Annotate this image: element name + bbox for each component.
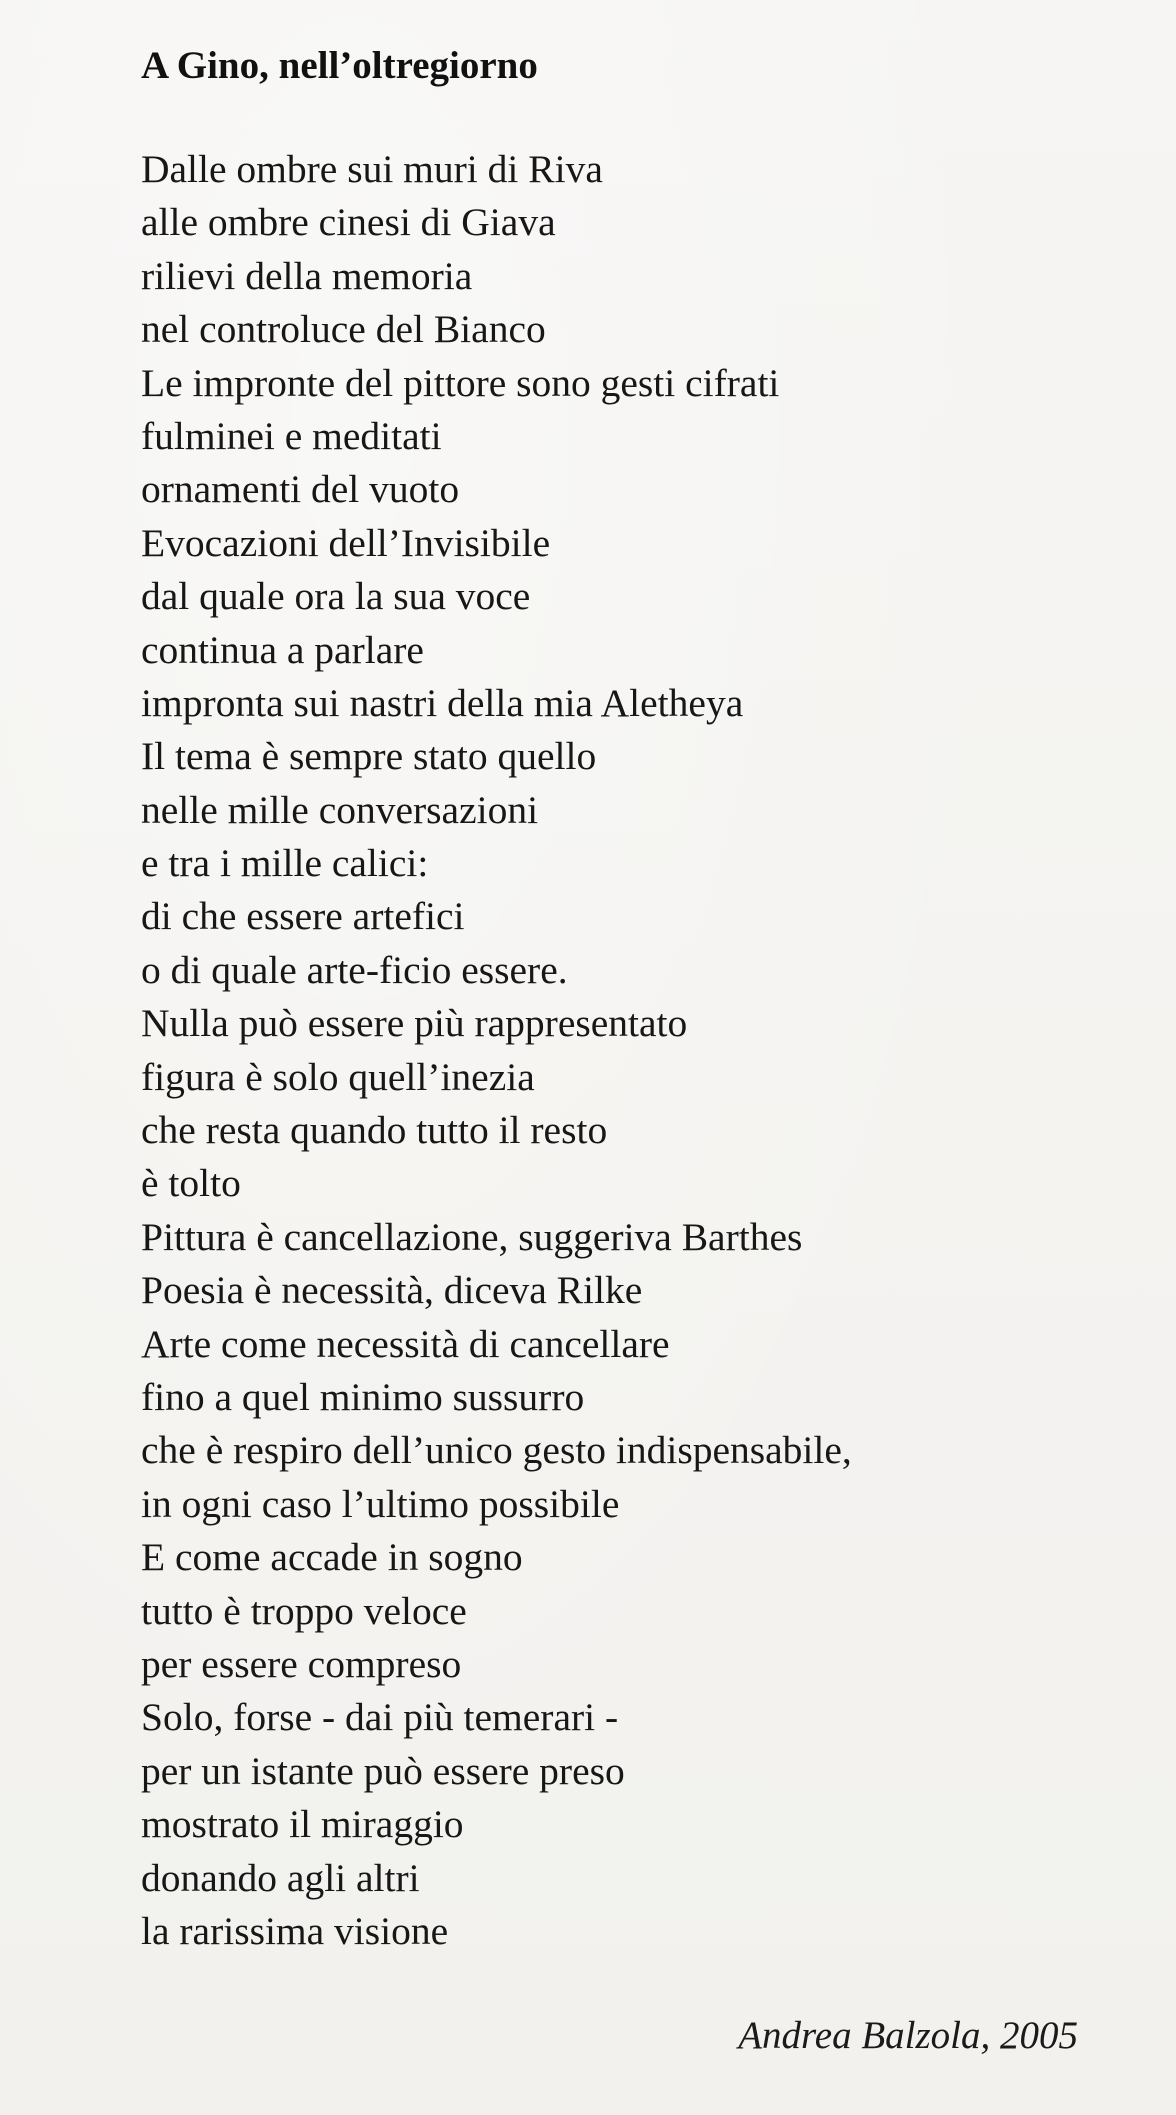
poem-line: o di quale arte-ficio essere. bbox=[141, 947, 568, 992]
poem-line: dal quale ora la sua voce bbox=[141, 574, 531, 619]
poem-line: e tra i mille calici: bbox=[141, 841, 429, 886]
poem-line: Le impronte del pittore sono gesti cifrati bbox=[141, 360, 780, 405]
poem-line: ornamenti del vuoto bbox=[141, 467, 460, 512]
poem-line: Dalle ombre sui muri di Riva bbox=[141, 147, 603, 191]
poem-line: Poesia è necessità, diceva Rilke bbox=[141, 1268, 643, 1313]
poem-line: per essere compreso bbox=[141, 1641, 462, 1686]
poem-line: Arte come necessità di cancellare bbox=[141, 1321, 670, 1366]
poem-line: di che essere artefici bbox=[141, 894, 465, 939]
poem-line: nel controluce del Bianco bbox=[141, 307, 546, 352]
poem-line: che è respiro dell’unico gesto indispensabile, bbox=[141, 1428, 852, 1473]
poem-line: Evocazioni dell’Invisibile bbox=[141, 520, 551, 565]
poem-line: è tolto bbox=[141, 1161, 241, 1206]
poem-line: tutto è troppo veloce bbox=[141, 1588, 467, 1633]
poem-line: Nulla può essere più rappresentato bbox=[141, 1001, 688, 1046]
poem-body bbox=[141, 143, 852, 1958]
poem-line: fino a quel minimo sussurro bbox=[141, 1374, 585, 1419]
poem-line: impronta sui nastri della mia Aletheya bbox=[141, 680, 744, 725]
poem-line: mostrato il miraggio bbox=[141, 1802, 464, 1847]
poem-line: E come accade in sogno bbox=[141, 1535, 523, 1580]
poem-line: in ogni caso l’ultimo possibile bbox=[141, 1481, 620, 1526]
poem-line: Solo, forse - dai più temerari - bbox=[141, 1695, 619, 1740]
author-signature: Andrea Balzola, 2005 bbox=[738, 2014, 1078, 2057]
poem-line: per un istante può essere preso bbox=[141, 1748, 625, 1793]
poem-line: rilievi della memoria bbox=[141, 253, 473, 298]
poem-line: donando agli altri bbox=[141, 1855, 420, 1900]
poem-line: Pittura è cancellazione, suggeriva Barthes bbox=[141, 1214, 803, 1259]
poem-title: A Gino, nell’oltregiorno bbox=[141, 44, 538, 87]
poem-line: fulminei e meditati bbox=[141, 413, 442, 458]
poem-line: la rarissima visione bbox=[141, 1908, 449, 1953]
poem-line: continua a parlare bbox=[141, 627, 424, 672]
poem-line: nelle mille conversazioni bbox=[141, 787, 539, 832]
poem-line: Il tema è sempre stato quello bbox=[141, 734, 597, 779]
poem-line: che resta quando tutto il resto bbox=[141, 1108, 608, 1153]
poem-line: alle ombre cinesi di Giava bbox=[141, 200, 556, 245]
poem-line: figura è solo quell’inezia bbox=[141, 1054, 535, 1099]
